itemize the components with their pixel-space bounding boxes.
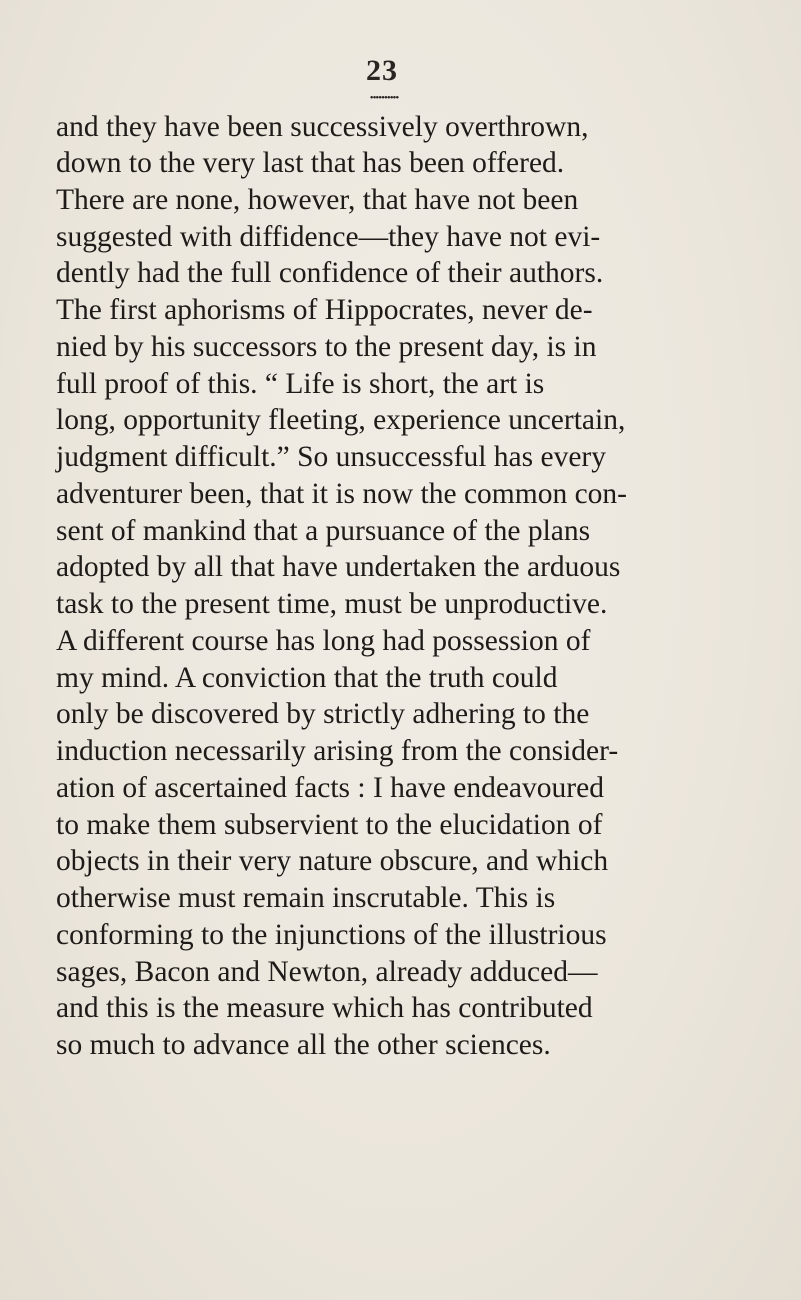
page-number: 23: [366, 54, 398, 87]
text-line: adopted by all that have undertaken the arduous: [56, 551, 621, 583]
text-line: only be discovered by strictly adhering to the: [56, 698, 590, 730]
text-line: nied by his successors to the present day, is in: [56, 331, 597, 363]
text-line: ation of ascertained facts : I have endeavoured: [56, 772, 604, 804]
text-line: long, opportunity fleeting, experience uncertain,: [56, 404, 626, 436]
text-line: to make them subservient to the elucidation of: [56, 809, 603, 841]
text-line: judgment difficult.” So unsuccessful has every: [56, 441, 606, 473]
text-line: There are none, however, that have not been: [56, 184, 579, 216]
text-line: so much to advance all the other sciences.: [56, 1029, 551, 1061]
text-line: A different course has long had possession of: [56, 625, 591, 657]
text-line: down to the very last that has been offered.: [56, 147, 565, 179]
text-line: and this is the measure which has contributed: [56, 992, 593, 1024]
text-line: task to the present time, must be unproductive.: [56, 588, 608, 620]
header-ornament: ••••••••••: [369, 92, 399, 104]
text-line: dently had the full confidence of their authors.: [56, 257, 604, 289]
text-line: induction necessarily arising from the consider-: [56, 735, 619, 767]
text-line: suggested with diffidence—they have not evi-: [56, 221, 601, 253]
text-line: sages, Bacon and Newton, already adduced—: [56, 956, 598, 988]
text-line: objects in their very nature obscure, and which: [56, 845, 609, 877]
text-line: sent of mankind that a pursuance of the plans: [56, 515, 591, 547]
text-line: otherwise must remain inscrutable. This is: [56, 882, 556, 914]
text-line: and they have been successively overthrown,: [56, 111, 589, 143]
text-line: full proof of this. “ Life is short, the art is: [56, 368, 545, 400]
text-line: conforming to the injunctions of the illustrious: [56, 919, 607, 951]
text-line: The first aphorisms of Hippocrates, never de-: [56, 294, 593, 326]
text-line: adventurer been, that it is now the common con-: [56, 478, 627, 510]
text-line: my mind. A conviction that the truth could: [56, 662, 558, 694]
